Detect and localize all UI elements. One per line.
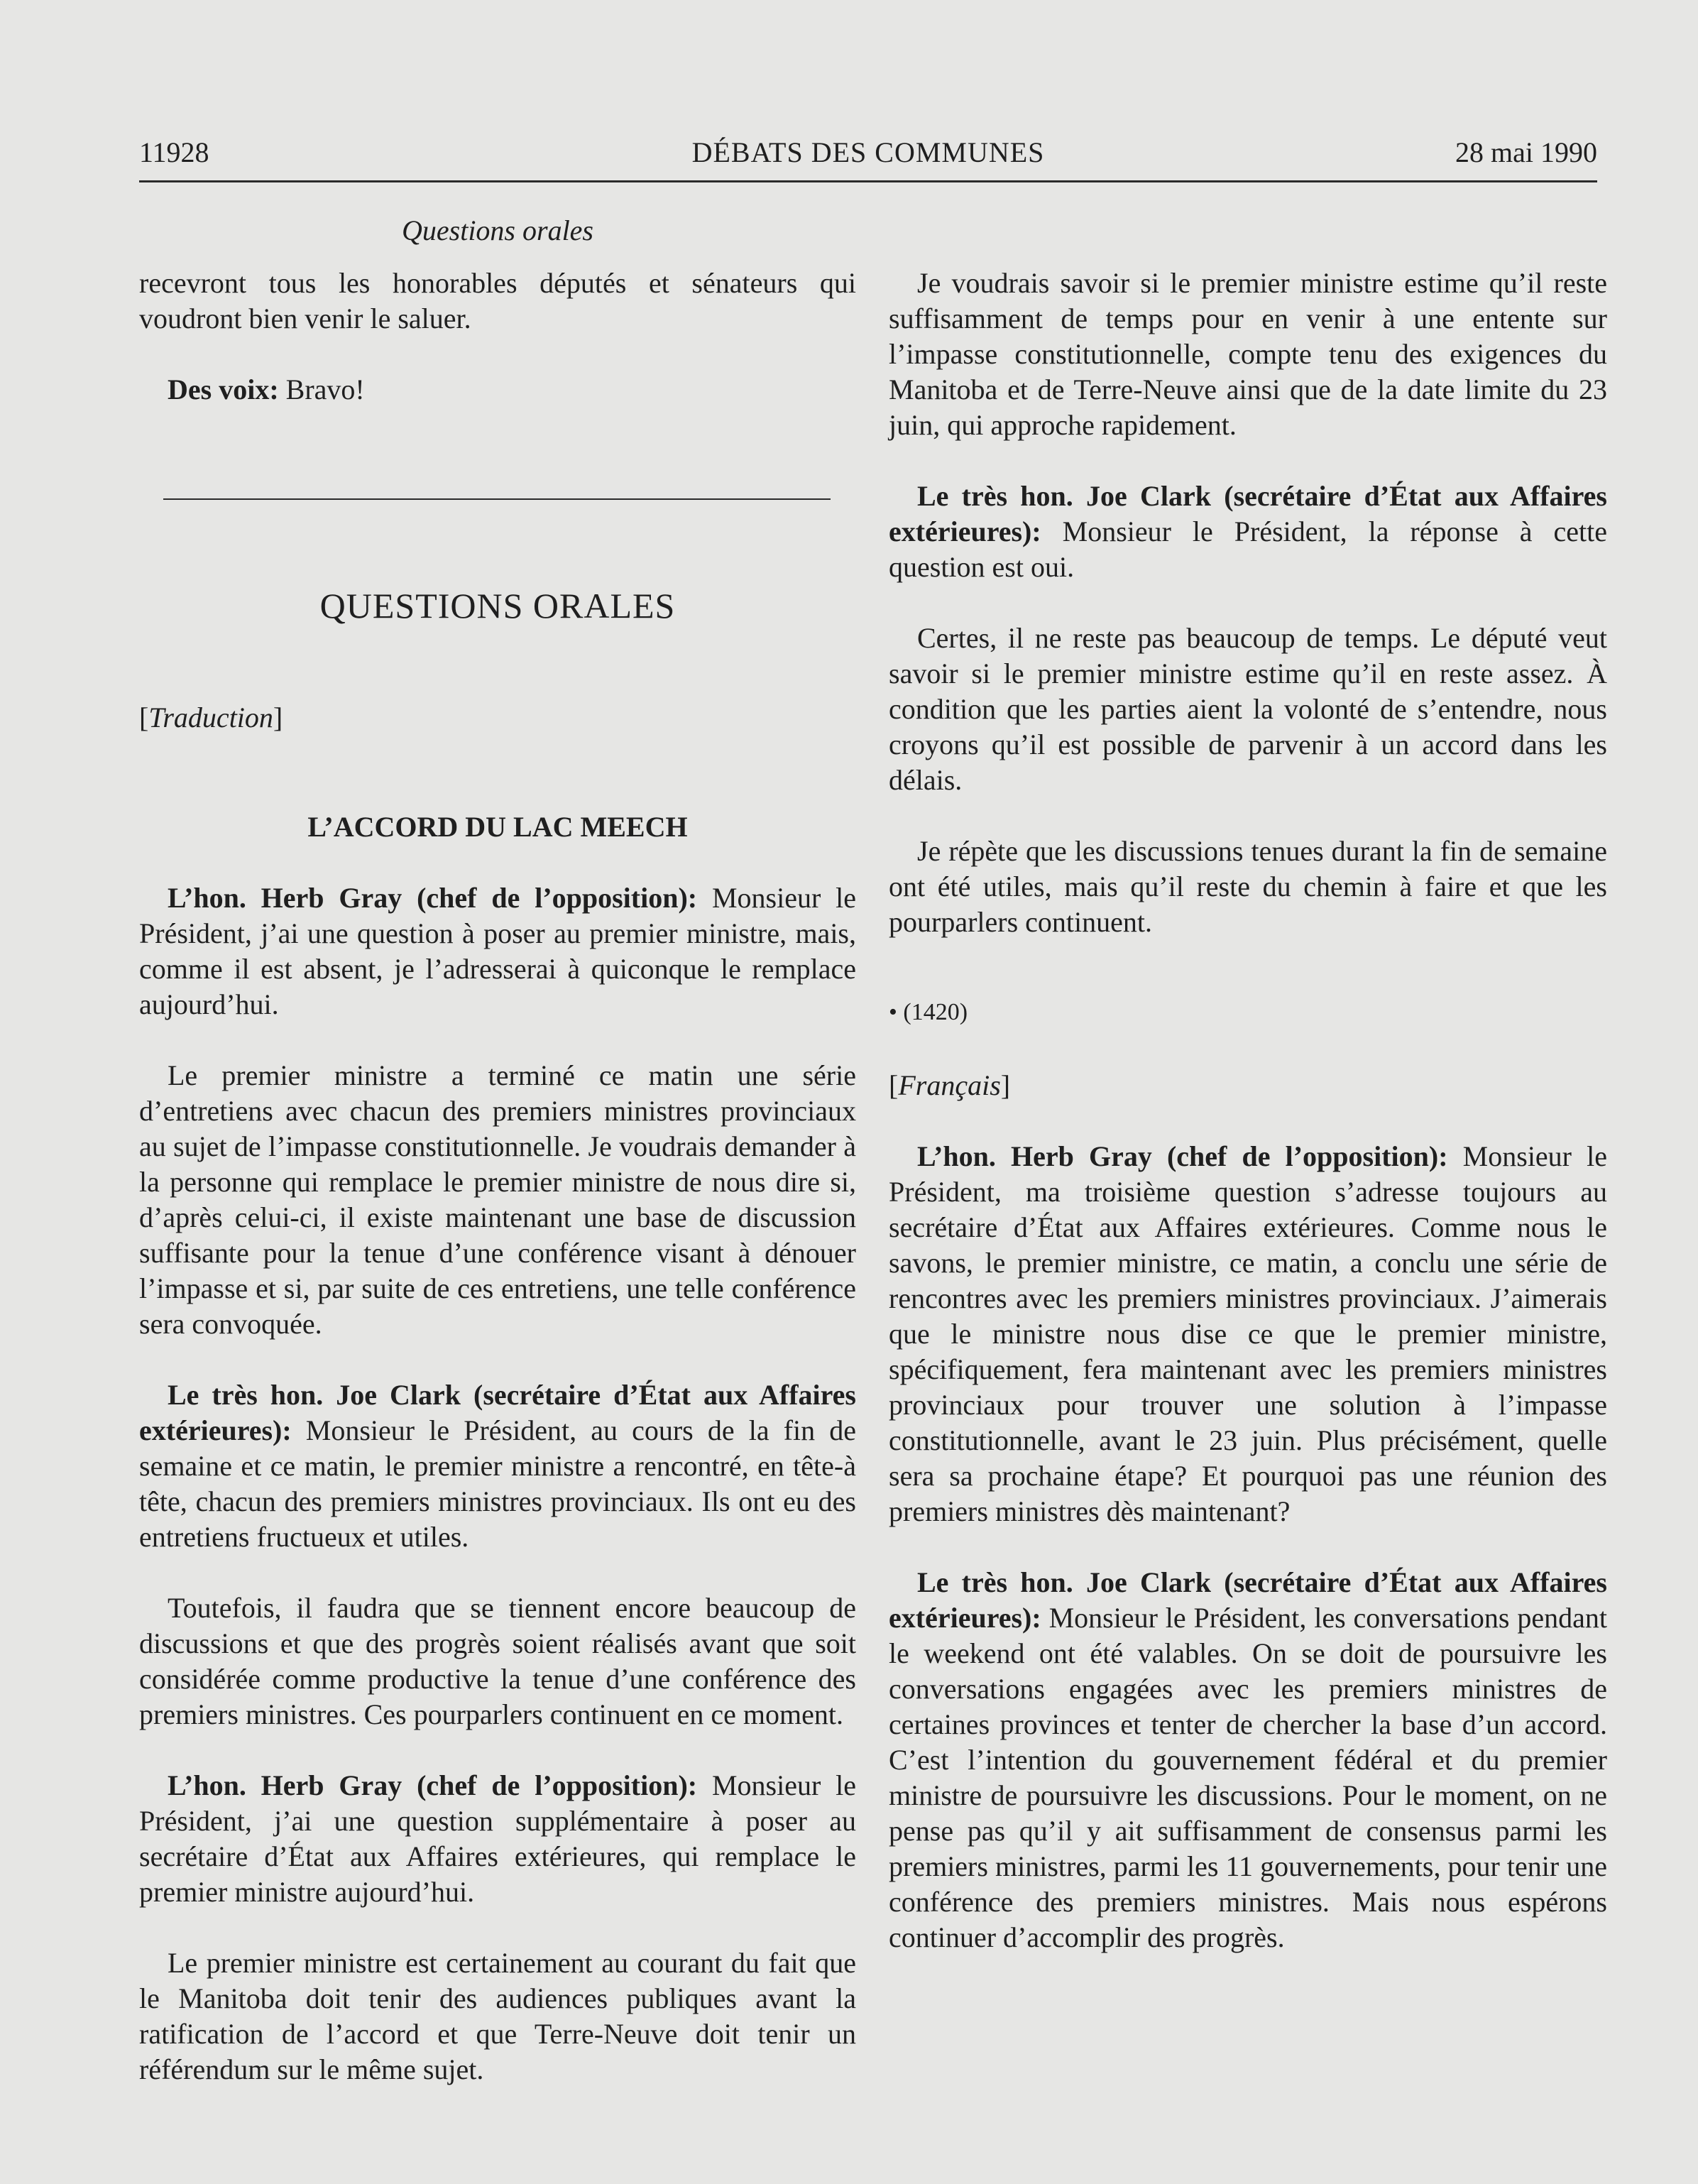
speaker-name: L’hon. Herb Gray (chef de l’opposition): [917, 1140, 1448, 1172]
time-marker: • (1420) [889, 999, 968, 1025]
section-label: Questions orales [402, 214, 593, 246]
speaker-name: Le très hon. Joe Clark (secrétaire d’État aux Affaires extérieures): [889, 480, 1607, 547]
paragraph: Je répète que les discussions tenues durant la fin de semaine ont été utiles, mais qu’il reste du chemin à faire et que les pourparlers continuent. [889, 835, 1607, 938]
left-column [139, 266, 856, 2087]
paragraph: Le très hon. Joe Clark (secrétaire d’État aux Affaires extérieures): Monsieur le Président, au cours de la fin de semaine et ce matin, le premier ministre a rencontré, en tête-à tête, chacun des premiers ministres provinciaux. Ils ont eu des entretiens fructueux et utiles. [139, 1379, 856, 1553]
speaker-name: Le très hon. Joe Clark (secrétaire d’État aux Affaires extérieures): [889, 1566, 1607, 1634]
paragraph: L’hon. Herb Gray (chef de l’opposition): Monsieur le Président, ma troisième question s’adresse toujours au secrétaire d’État aux Affaires extérieures. Comme nous le savons, le premier ministre, ce matin, a conclu une série de rencontres avec les premiers ministres provinciaux. J’aimerais que le ministre nous dise ce que le premier ministre, spécifiquement, fera maintenant avec les premiers ministres provinciaux pour trouver une solution à l’impasse constitutionnelle, avant le 23 juin. Plus précisément, quelle sera sa prochaine étape? Et pourquoi pas une réunion des premiers ministres dès maintenant? [889, 1140, 1608, 1527]
speaker-name: Des voix: [168, 373, 279, 405]
page-number: 11928 [139, 136, 209, 168]
paragraph: Le premier ministre a terminé ce matin une série d’entretiens avec chacun des premiers ministres provinciaux au sujet de l’impasse constitutionnelle. Je voudrais demander à la personne qui remplace le premier ministre de nous dire si, d’après celui-ci, il existe maintenant une base de discussion suffisante pour la tenue d’une conférence visant à dénouer l’impasse et si, par suite de ces entretiens, une telle conférence sera convoquée. [139, 1059, 856, 1340]
paragraph: recevront tous les honorables députés et sénateurs qui voudront bien venir le saluer. [139, 267, 856, 334]
paragraph: Le très hon. Joe Clark (secrétaire d’État aux Affaires extérieures): Monsieur le Président, la réponse à cette question est oui. [889, 480, 1607, 583]
publication-date: 28 mai 1990 [1455, 136, 1597, 168]
section-heading: QUESTIONS ORALES [319, 586, 676, 626]
language-tag: [Français] [889, 1069, 1011, 1101]
speaker-name: L’hon. Herb Gray (chef de l’opposition): [168, 1769, 698, 1801]
paragraph: L’hon. Herb Gray (chef de l’opposition): Monsieur le Président, j’ai une question à poser au premier ministre, mais, comme il est absent, je l’adresserai à quiconque le remplace aujourd’hui. [139, 882, 857, 1020]
paragraph: L’hon. Herb Gray (chef de l’opposition): Monsieur le Président, j’ai une question supplémentaire à poser au secrétaire d’État aux Affaires extérieures, qui remplace le premier ministre aujourd’hui. [139, 1769, 857, 1908]
speaker-name: Le très hon. Joe Clark (secrétaire d’État aux Affaires extérieures): [139, 1379, 856, 1446]
paragraph: Toutefois, il faudra que se tiennent encore beaucoup de discussions et que des progrès soient réalisés avant que soit considérée comme productive la tenue d’une conférence des premiers ministres. Ces pourparlers continuent en ce moment. [139, 1592, 856, 1730]
subheading: L’ACCORD DU LAC MEECH [307, 811, 688, 843]
running-header [139, 136, 1597, 182]
paragraph: Certes, il ne reste pas beaucoup de temps. Le député veut savoir si le premier ministre estime qu’il en reste assez. À condition que les parties aient la volonté de s’entendre, nous croyons qu’il est possible de parvenir à un accord dans les délais. [889, 622, 1607, 796]
right-column [889, 266, 1607, 1955]
translation-tag: [Traduction] [139, 701, 283, 733]
paragraph: Le premier ministre est certainement au courant du fait que le Manitoba doit tenir des audiences publiques avant la ratification de l’accord et que Terre-Neuve doit tenir un référendum sur le même sujet. [139, 1947, 856, 2085]
paragraph: Le très hon. Joe Clark (secrétaire d’État aux Affaires extérieures): Monsieur le Président, les conversations pendant le weekend ont été valables. On se doit de poursuivre les conversations engagées avec les premiers ministres de certaines provinces et tenter de chercher la base d’un accord. C’est l’intention du gouvernement fédéral et du premier ministre de poursuivre les discussions. Pour le moment, on ne pense pas qu’il y ait suffisamment de consensus parmi les premiers ministres, parmi les 11 gouvernements, pour tenir une conférence des premiers ministres. Mais nous espérons continuer d’accomplir des progrès. [889, 1566, 1607, 1953]
speaker-name: L’hon. Herb Gray (chef de l’opposition): [168, 882, 698, 914]
paragraph: Je voudrais savoir si le premier ministre estime qu’il reste suffisamment de temps pour en venir à une entente sur l’impasse constitutionnelle, compte tenu des exigences du Manitoba et de Terre-Neuve ainsi que de la date limite du 23 juin, qui approche rapidement. [889, 267, 1607, 441]
paragraph: Des voix: Bravo! [168, 373, 365, 405]
publication-title: DÉBATS DES COMMUNES [691, 136, 1045, 168]
